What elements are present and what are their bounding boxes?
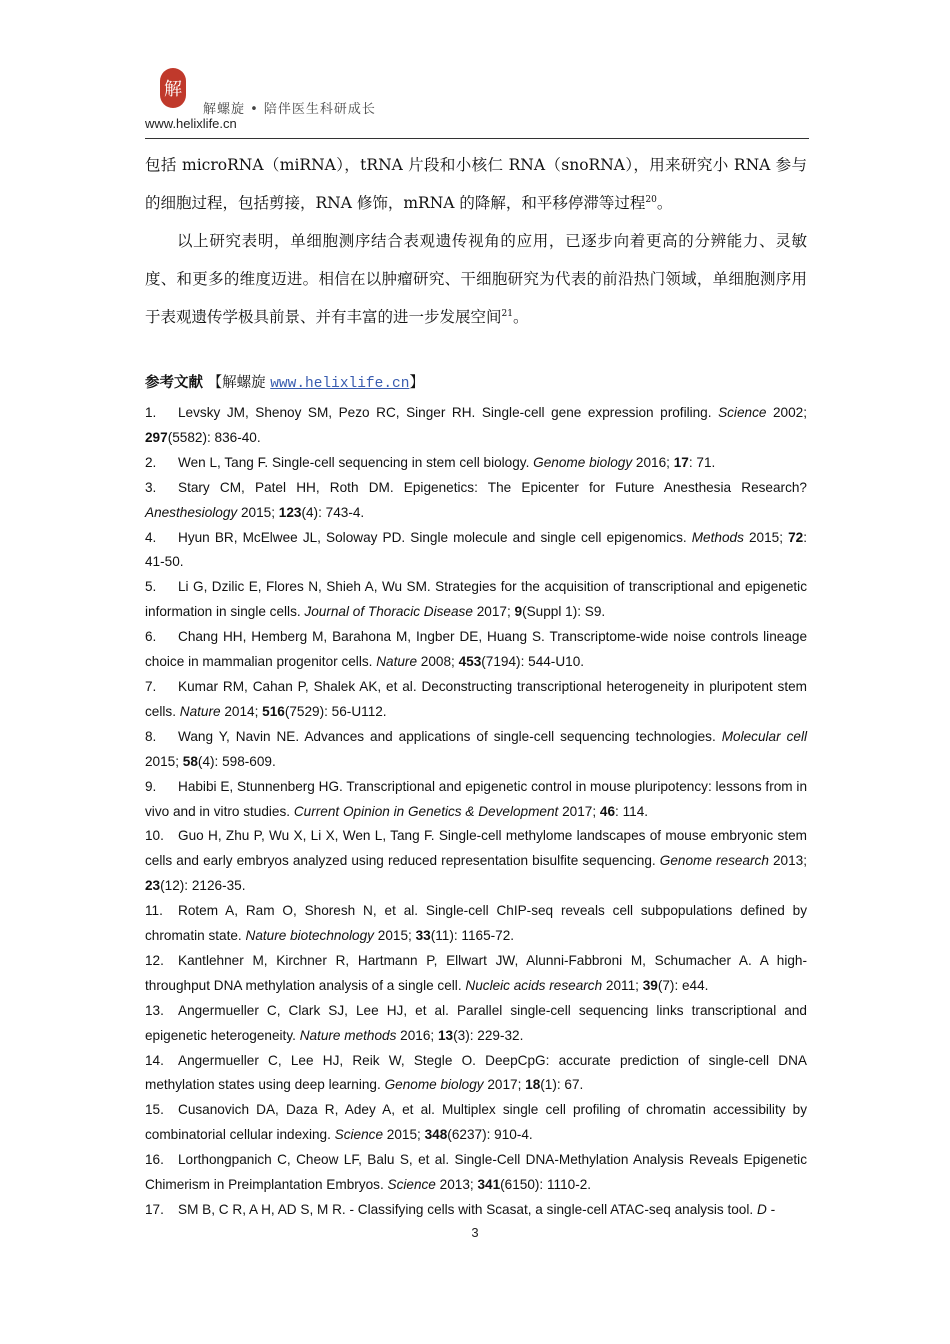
reference-rest: : 114.	[615, 803, 649, 819]
reference-journal: Science	[334, 1127, 384, 1143]
reference-journal: Nucleic acids research	[465, 977, 603, 993]
reference-num: 4.	[145, 529, 157, 545]
reference-item	[145, 451, 807, 476]
reference-rest: (3): 229-32.	[453, 1027, 524, 1043]
reference-year: 2011;	[602, 977, 643, 993]
reference-rest: (6237): 910-4.	[447, 1127, 533, 1143]
reference-num: 6.	[145, 629, 157, 645]
reference-num: 14.	[145, 1052, 164, 1068]
reference-journal: Journal of Thoracic Disease	[304, 604, 473, 620]
reference-year: 2002;	[766, 405, 807, 420]
reference-volume: 297	[145, 429, 168, 445]
reference-text: Cusanovich DA, Daza R, Adey A, et al. Multiplex single cell profiling of chromatin accessibility by combinatorial cellular indexing.	[145, 1102, 807, 1143]
references-heading	[145, 371, 424, 392]
reference-rest: (11): 1165-72.	[430, 928, 515, 944]
reference-rest: (7529): 56-U112.	[284, 703, 387, 719]
reference-rest: : 41-50.	[145, 529, 807, 570]
reference-item	[145, 899, 807, 949]
references-bracket-close: 】	[409, 375, 424, 391]
header-divider	[145, 138, 809, 139]
reference-rest: (4): 598-609.	[197, 753, 276, 769]
reference-text: Levsky JM, Shenoy SM, Pezo RC, Singer RH. Single-cell gene expression profiling.	[178, 405, 719, 420]
reference-text: Guo H, Zhu P, Wu X, Li X, Wen L, Tang F. Single-cell methylome landscapes of mouse embryonic stem cells and early embryos analyzed using reduced representation bisulfite sequencing.	[145, 828, 807, 869]
reference-text: Angermueller C, Clark SJ, Lee HJ, et al. Parallel single-cell sequencing links transcriptional and epigenetic heterogeneity.	[145, 1002, 807, 1043]
reference-rest: (12): 2126-35.	[160, 878, 246, 894]
reference-item	[145, 575, 807, 625]
reference-text: Angermueller C, Lee HJ, Reik W, Stegle O. DeepCpG: accurate prediction of single-cell DNA methylation states using deep learning.	[145, 1052, 807, 1093]
reference-year: 2015;	[237, 504, 279, 520]
reference-volume: 46	[599, 803, 616, 819]
reference-year: 2015;	[743, 529, 789, 545]
reference-volume: 9	[514, 604, 523, 620]
reference-volume: 33	[415, 928, 431, 944]
reference-rest: (6150): 1110-2.	[500, 1177, 592, 1193]
reference-text: Habibi E, Stunnenberg HG. Transcriptional and epigenetic control in mouse pluripotency: lessons from in vivo and in vitro studies.	[145, 778, 807, 819]
reference-journal: Nature biotechnology	[245, 928, 374, 944]
reference-rest: (5582): 836-40.	[167, 429, 261, 445]
page-header	[145, 62, 809, 138]
reference-journal: Genome biology	[384, 1077, 484, 1093]
reference-num: 11.	[145, 903, 163, 919]
reference-rest: (7194): 544-U10.	[481, 654, 585, 670]
logo-char: 解	[164, 79, 182, 100]
reference-text: Kumar RM, Cahan P, Shalek AK, et al. Deconstructing transcriptional heterogeneity in pluripotent stem cells.	[145, 678, 807, 719]
reference-year: 2013;	[435, 1177, 478, 1193]
reference-volume: 23	[145, 878, 161, 894]
reference-text: Wang Y, Navin NE. Advances and applications of single-cell sequencing technologies.	[178, 728, 722, 744]
references-bracket-open: 【解螺旋	[207, 375, 266, 391]
reference-text: Chang HH, Hemberg M, Barahona M, Ingber DE, Huang S. Transcriptome-wide noise controls lineage choice in mammalian progenitor cells.	[145, 629, 807, 670]
body-text	[145, 146, 807, 336]
reference-year: 2017;	[558, 803, 600, 819]
reference-volume: 39	[642, 977, 658, 993]
reference-journal: Science	[387, 1177, 436, 1193]
reference-item	[145, 625, 807, 675]
reference-text: SM B, C R, A H, AD S, M R. - Classifying cells with Scasat, a single-cell ATAC-seq analysis tool.	[178, 1202, 757, 1217]
reference-journal: Nature	[179, 703, 221, 719]
reference-rest: : 71.	[688, 454, 716, 470]
reference-item	[145, 824, 807, 899]
reference-item	[145, 526, 807, 576]
reference-year: 2017;	[483, 1077, 526, 1093]
reference-item	[145, 949, 807, 999]
reference-volume: 516	[262, 703, 285, 719]
reference-text: Li G, Dzilic E, Flores N, Shieh A, Wu SM. Strategies for the acquisition of transcriptional and epigenetic information in single cells.	[145, 579, 807, 620]
reference-volume: 18	[525, 1077, 541, 1093]
reference-item	[145, 401, 807, 451]
reference-item	[145, 675, 807, 725]
reference-item	[145, 1049, 807, 1099]
citation-21[interactable]: 21	[501, 308, 513, 319]
reference-item	[145, 725, 807, 775]
reference-text: Stary CM, Patel HH, Roth DM. Epigenetics: The Epicenter for Future Anesthesia Research?	[178, 479, 807, 495]
reference-year: 2015;	[145, 753, 183, 769]
reference-journal: Science	[718, 405, 767, 420]
reference-journal: Genome biology	[533, 454, 633, 470]
reference-item	[145, 1148, 807, 1198]
reference-year: 2016;	[396, 1027, 438, 1043]
reference-rest: (7): e44.	[657, 977, 709, 993]
reference-item	[145, 999, 807, 1049]
reference-num: 2.	[145, 454, 157, 470]
reference-num: 13.	[145, 1002, 164, 1018]
paragraph-1: 包括 microRNA（miRNA），tRNA 片段和小核仁 RNA（snoRNA），用来研究小 RNA 参与的细胞过程，包括剪接，RNA 修饰，mRNA 的降解，和平移停滞等过程$^{20}$。	[145, 156, 807, 212]
reference-volume: 341	[477, 1177, 501, 1193]
reference-journal: Methods	[691, 529, 744, 545]
citation-20[interactable]: 20	[645, 194, 657, 205]
reference-rest: (Suppl 1): S9.	[522, 604, 606, 620]
reference-year: 2013;	[768, 853, 808, 869]
reference-num: 15.	[145, 1102, 164, 1118]
reference-journal: Nature methods	[299, 1027, 397, 1043]
page-number: 3	[471, 1225, 479, 1240]
reference-year: 2014;	[220, 703, 263, 719]
reference-item	[145, 775, 807, 825]
reference-volume: 348	[424, 1127, 448, 1143]
reference-journal: Current Opinion in Genetics & Development	[293, 803, 559, 819]
reference-volume: 72	[788, 529, 804, 545]
reference-volume: 17	[673, 454, 689, 470]
reference-item	[145, 1098, 807, 1148]
helixlife-logo-icon	[157, 66, 189, 110]
reference-year: 2017;	[472, 604, 515, 620]
reference-year: 2015;	[383, 1127, 425, 1143]
reference-volume: 58	[182, 753, 198, 769]
reference-journal: Molecular cell	[721, 728, 807, 744]
reference-year: 2016;	[632, 454, 674, 470]
reference-num: 16.	[145, 1152, 164, 1168]
reference-year: 2015;	[373, 928, 416, 944]
reference-text: Kantlehner M, Kirchner R, Hartmann P, Ellwart JW, Alunni-Fabbroni M, Schumacher A. A high-throughput DNA methylation analysis of a single cell.	[145, 952, 807, 993]
reference-num: 12.	[145, 952, 164, 968]
reference-num: 7.	[145, 678, 157, 694]
header-url[interactable]: www.helixlife.cn	[145, 116, 237, 131]
reference-year: 2008;	[417, 654, 459, 670]
reference-journal: Genome research	[659, 853, 769, 869]
reference-text: Wen L, Tang F. Single-cell sequencing in stem cell biology.	[178, 454, 534, 470]
reference-volume: 123	[278, 504, 302, 520]
reference-item	[145, 476, 807, 526]
reference-item	[145, 1198, 807, 1223]
reference-volume: 453	[458, 654, 482, 670]
reference-num: 1.	[145, 405, 157, 420]
reference-num: 17.	[145, 1202, 164, 1217]
reference-rest: (4): 743-4.	[301, 504, 365, 520]
reference-num: 8.	[145, 728, 157, 744]
reference-num: 3.	[145, 479, 157, 495]
paragraph-2: 以上研究表明，单细胞测序结合表观遗传视角的应用，已逐步向着更高的分辨能力、灵敏度、和更多的维度迈进。相信在以肿瘤研究、干细胞研究为代表的前沿热门领域，单细胞测序用于表观遗传学极具前景、并有丰富的进一步发展空间$^{21}$。	[145, 232, 807, 326]
reference-volume: 13	[437, 1027, 454, 1043]
reference-text: Rotem A, Ram O, Shoresh N, et al. Single-cell ChIP-seq reveals cell subpopulations defined by chromatin state.	[145, 903, 807, 944]
reference-rest: (1): 67.	[540, 1077, 584, 1093]
reference-num: 10.	[145, 828, 164, 844]
reference-journal: Anesthesiology	[145, 504, 238, 520]
references-title: 参考文献	[145, 375, 203, 391]
reference-journal: Nature	[376, 654, 418, 670]
references-link[interactable]: www.helixlife.cn	[270, 376, 410, 392]
reference-text: Hyun BR, McElwee JL, Soloway PD. Single molecule and single cell epigenomics.	[178, 529, 692, 545]
reference-list	[145, 401, 807, 1223]
header-tagline: 解螺旋 • 陪伴医生科研成长	[203, 102, 376, 117]
reference-num: 5.	[145, 579, 157, 595]
reference-num: 9.	[145, 778, 157, 794]
reference-journal: D -	[756, 1202, 776, 1217]
reference-text: Lorthongpanich C, Cheow LF, Balu S, et al. Single-Cell DNA-Methylation Analysis Reveals Epigenetic Chimerism in Preimplantation Embryos.	[145, 1152, 807, 1193]
